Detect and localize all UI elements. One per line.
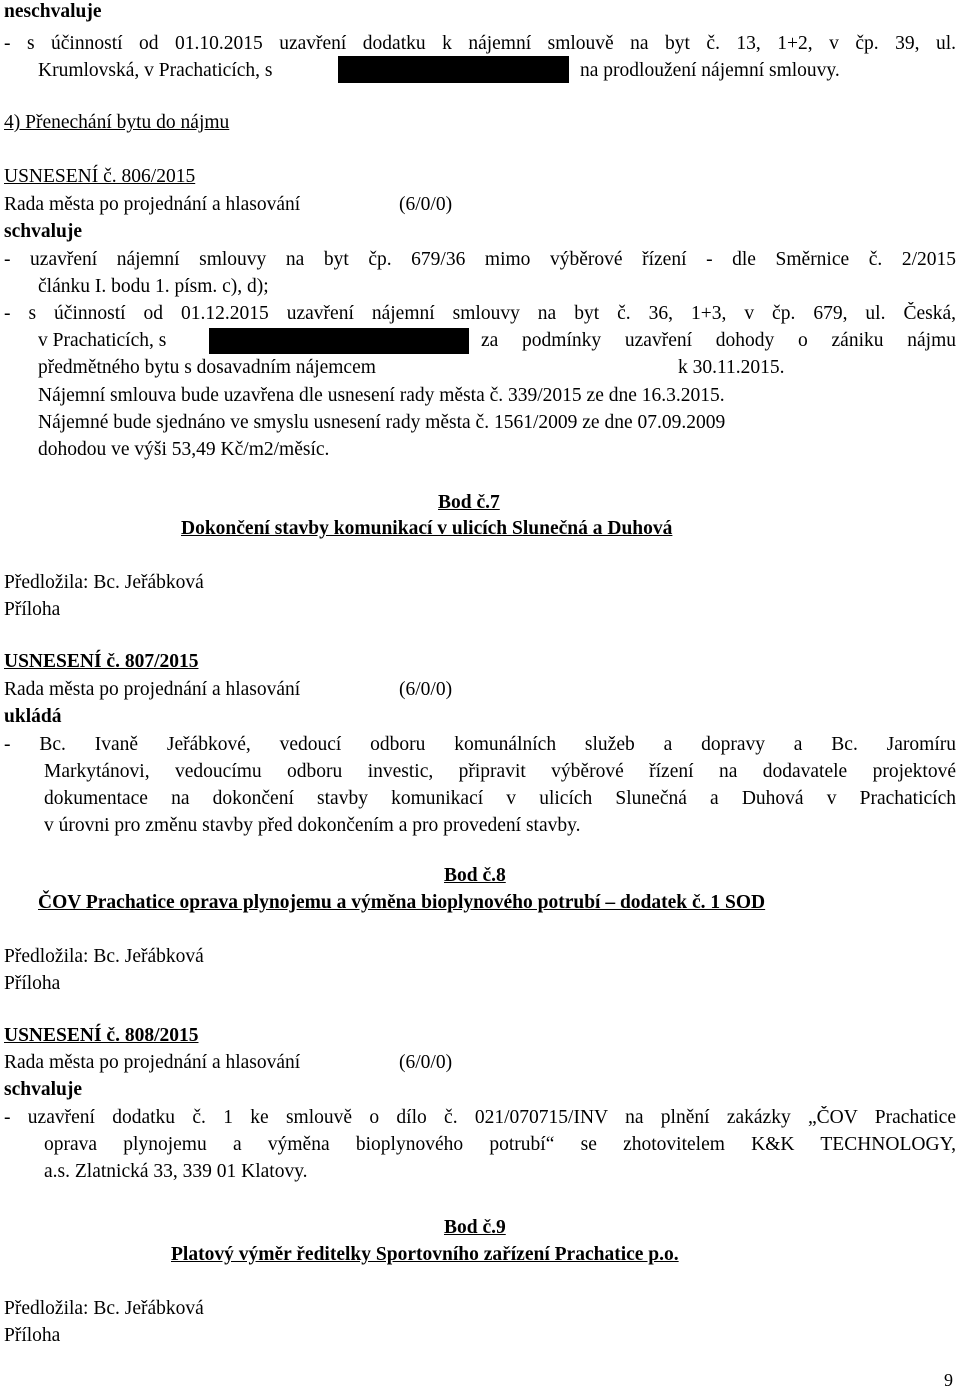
text-line: na prodloužení nájemní smlouvy. — [580, 60, 840, 81]
attachment-label: Příloha — [4, 973, 61, 994]
text-line: dohodou ve výši 53,49 Kč/m2/měsíc. — [38, 439, 330, 460]
item-title: Platový výměr ředitelky Sportovního zařízení Prachatice p.o. — [171, 1244, 679, 1265]
text-line: Krumlovská, v Prachaticích, s — [38, 60, 273, 81]
text-line: oprava plynojemu a výměna bioplynového potrubí“ se zhotovitelem K&K TECHNOLOGY, — [44, 1134, 956, 1155]
vote-result: (6/0/0) — [399, 1052, 453, 1073]
item-number: Bod č.7 — [438, 492, 500, 513]
council-line: Rada města po projednání a hlasování — [4, 679, 301, 700]
text-line: - Bc. Ivaně Jeřábkové, vedoucí odboru komunálních služeb a dopravy a Bc. Jaromíru — [4, 734, 956, 755]
text-line: - uzavření dodatku č. 1 ke smlouvě o dílo č. 021/070715/INV na plnění zakázky „ČOV Prachatice — [4, 1107, 956, 1128]
text-line: článku I. bodu 1. písm. c), d); — [38, 276, 269, 297]
resolution-number: USNESENÍ č. 807/2015 — [4, 651, 199, 672]
presenter: Předložila: Bc. Jeřábková — [4, 1298, 204, 1319]
text-line: dokumentace na dokončení stavby komunikací v ulicích Slunečná a Duhová v Prachaticích — [44, 788, 956, 809]
text-line: k 30.11.2015. — [678, 357, 785, 378]
council-line: Rada města po projednání a hlasování — [4, 1052, 301, 1073]
presenter: Předložila: Bc. Jeřábková — [4, 572, 204, 593]
vote-result: (6/0/0) — [399, 194, 453, 215]
text-line: za podmínky uzavření dohody o zániku nájmu — [481, 330, 956, 351]
text-line: předmětného bytu s dosavadním nájemcem — [38, 357, 376, 378]
section-heading: 4) Přenechání bytu do nájmu — [4, 112, 230, 133]
text-line: Markytánovi, vedoucímu odboru investic, připravit výběrové řízení na dodavatele projektové — [44, 761, 956, 782]
attachment-label: Příloha — [4, 1325, 61, 1346]
verdict-neschvaluje: neschvaluje — [4, 1, 102, 22]
attachment-label: Příloha — [4, 599, 61, 620]
council-line: Rada města po projednání a hlasování — [4, 194, 301, 215]
text-line: - uzavření nájemní smlouvy na byt čp. 679/36 mimo výběrové řízení - dle Směrnice č. 2/2015 — [4, 249, 956, 270]
text-line: v úrovni pro změnu stavby před dokončením a pro provedení stavby. — [44, 815, 581, 836]
verdict-schvaluje: schvaluje — [4, 1079, 82, 1100]
verdict-schvaluje: schvaluje — [4, 221, 82, 242]
verdict-uklada: ukládá — [4, 706, 62, 727]
redaction-block — [338, 56, 569, 83]
presenter: Předložila: Bc. Jeřábková — [4, 946, 204, 967]
text-line: - s účinností od 01.12.2015 uzavření nájemní smlouvy na byt č. 36, 1+3, v čp. 679, ul. Česká, — [4, 303, 956, 324]
resolution-number: USNESENÍ č. 808/2015 — [4, 1025, 199, 1046]
text-line: - s účinností od 01.10.2015 uzavření dodatku k nájemní smlouvě na byt č. 13, 1+2, v čp. 39, ul. — [4, 33, 956, 54]
text-line: a.s. Zlatnická 33, 339 01 Klatovy. — [44, 1161, 308, 1182]
text-line: v Prachaticích, s — [38, 330, 167, 351]
text-line: Nájemné bude sjednáno ve smyslu usnesení rady města č. 1561/2009 ze dne 07.09.2009 — [38, 412, 726, 433]
vote-result: (6/0/0) — [399, 679, 453, 700]
page-number: 9 — [944, 1370, 953, 1390]
item-title: Dokončení stavby komunikací v ulicích Slunečná a Duhová — [181, 518, 673, 539]
item-title: ČOV Prachatice oprava plynojemu a výměna bioplynového potrubí – dodatek č. 1 SOD — [38, 892, 766, 913]
item-number: Bod č.9 — [444, 1217, 506, 1238]
redaction-block — [209, 328, 469, 354]
resolution-number: USNESENÍ č. 806/2015 — [4, 166, 196, 187]
text-line: Nájemní smlouva bude uzavřena dle usnesení rady města č. 339/2015 ze dne 16.3.2015. — [38, 385, 725, 406]
item-number: Bod č.8 — [444, 865, 506, 886]
